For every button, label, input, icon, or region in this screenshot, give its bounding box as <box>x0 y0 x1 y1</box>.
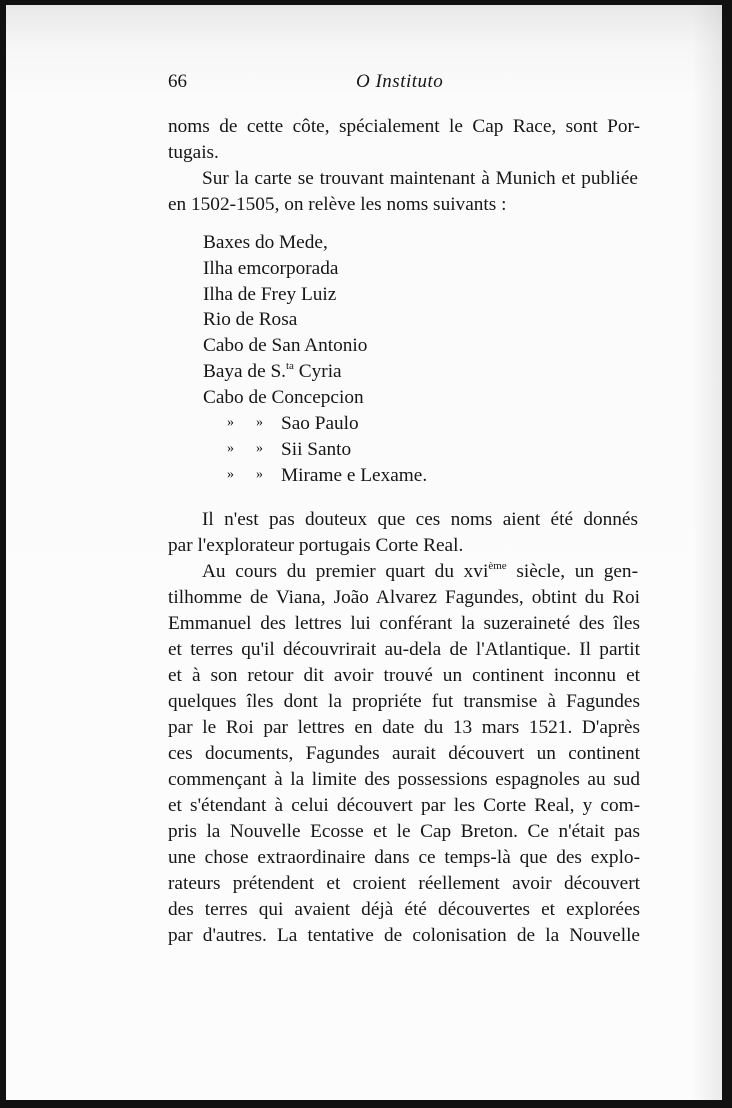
para4-line: une chose extraordinaire dans ce temps-là que des explo- <box>168 847 640 868</box>
ditto-mark: » <box>227 415 234 430</box>
para4-line: par d'autres. La tentative de colonisation de la Nouvelle <box>168 925 640 946</box>
book-page <box>6 5 722 1100</box>
page-number: 66 <box>168 71 187 92</box>
ditto-mark: » <box>227 467 234 482</box>
place-name: Cabo de Concepcion <box>203 387 364 408</box>
para4-line: tilhomme de Viana, João Alvarez Fagundes, obtint du Roi <box>168 587 640 608</box>
para4-line: Emmanuel des lettres lui conférant la suzeraineté des îles <box>168 613 640 634</box>
para4-line-1: Au cours du premier quart du xvi$^{ème}$ siècle, un gen- <box>202 560 638 582</box>
ditto-mark: » <box>227 441 234 456</box>
para4-line: des terres qui avaient déjà été découvertes et explorées <box>168 899 640 920</box>
para4-line: rateurs prétendent et croient réellement avoir découvert <box>168 873 640 894</box>
place-name: Ilha de Frey Luiz <box>203 284 337 305</box>
para4-line: et terres qu'il découvrirait au-dela de l'Atlantique. Il partit <box>168 639 640 660</box>
para4-line: quelques îles dont la propriéte fut transmise à Fagundes <box>168 691 640 712</box>
para1-line-2: tugais. <box>168 142 219 163</box>
ditto-mark: » <box>256 441 263 456</box>
para1-line-1: noms de cette côte, spécialement le Cap Race, sont Por- <box>168 116 640 137</box>
running-title: O Instituto <box>356 71 444 92</box>
para2-line-2: en 1502-1505, on relève les noms suivants : <box>168 194 507 215</box>
para4-line: commençant à la limite des possessions espagnoles au sud <box>168 769 640 790</box>
para3-line-2: par l'explorateur portugais Corte Real. <box>168 535 464 556</box>
para2-line-1: Sur la carte se trouvant maintenant à Munich et publiée <box>202 168 638 189</box>
place-name: Sii Santo <box>281 439 352 460</box>
place-name: Mirame e Lexame. <box>281 465 428 486</box>
para3-line-1: Il n'est pas douteux que ces noms aient été donnés <box>202 509 638 530</box>
place-name-baya: Baya de S.$^{ta}$ Cyria <box>203 360 342 382</box>
para4-line: pris la Nouvelle Ecosse et le Cap Breton. Ce n'était pas <box>168 821 640 842</box>
para4-line: par le Roi par lettres en date du 13 mars 1521. D'après <box>168 717 640 738</box>
para4-line: et s'étendant à celui découvert par les Corte Real, y com- <box>168 795 640 816</box>
place-name: Cabo de San Antonio <box>203 335 368 356</box>
para4-line: ces documents, Fagundes aurait découvert un continent <box>168 743 640 764</box>
place-name: Sao Paulo <box>281 413 359 434</box>
place-name: Rio de Rosa <box>203 309 298 330</box>
place-name: Baxes do Mede, <box>203 232 328 253</box>
ditto-mark: » <box>256 415 263 430</box>
para4-line: et à son retour dit avoir trouvé un continent inconnu et <box>168 665 640 686</box>
place-name: Ilha emcorporada <box>203 258 339 279</box>
ditto-mark: » <box>256 467 263 482</box>
